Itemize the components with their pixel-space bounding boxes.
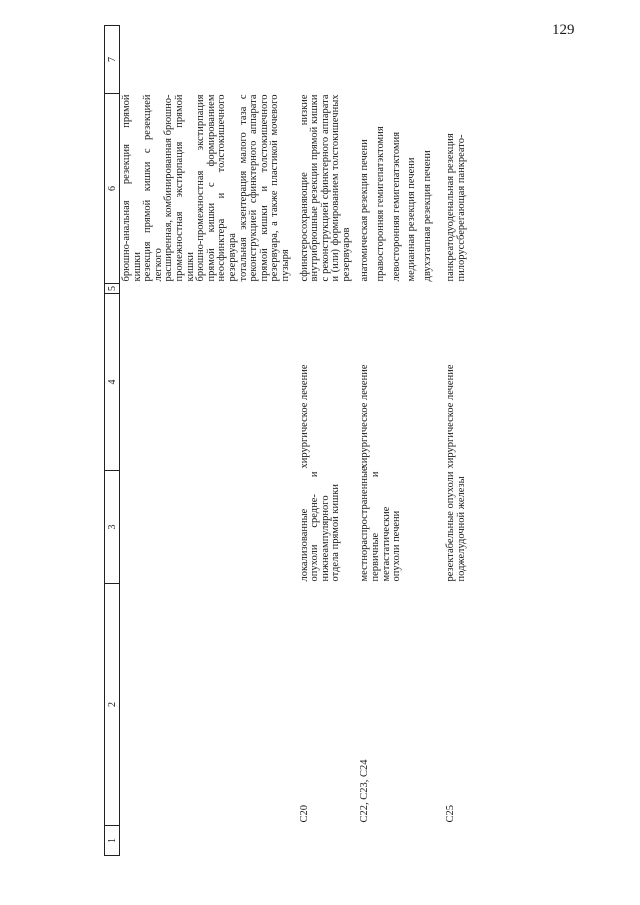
column-header-3: 3	[105, 471, 120, 584]
column-header-5: 5	[105, 284, 120, 294]
operation-item: сфинктеросохраняющие низкие внутрибрюшные резекции прямой кишки с реконструкцией сфинктерного аппарата и (или) формированием толстокишечных резервуаров	[298, 94, 352, 282]
operation-item: двухэтапная резекция печени	[421, 150, 433, 282]
medical-procedures-table	[104, 25, 474, 856]
operations-cell	[444, 94, 473, 284]
operation-item: тотальная экзентерация малого таза с реконструкцией сфинктерного аппарата прямой кишки и толстокишечного резервуара, а также пластикой мочевого пузыря	[237, 94, 291, 282]
condition-description-cell: местнораспространенные первичные и метастатические опухоли печени	[359, 466, 403, 582]
table-row	[120, 26, 298, 856]
operation-item: анатомическая резекция печени	[359, 139, 371, 282]
page-number: 129	[552, 22, 575, 38]
column-header-6: 6	[105, 94, 120, 284]
column-header-7: 7	[105, 26, 120, 94]
operations-cell	[120, 94, 298, 284]
operation-item: медианная резекция печени	[406, 157, 418, 282]
diagnosis-code-cell: C25	[445, 804, 457, 823]
operation-item: резекция прямой кишки с резекцией легкого	[142, 94, 164, 282]
treatment-cell: хирургическое лечение	[359, 364, 371, 469]
table-row	[444, 26, 473, 856]
column-number-header-row	[105, 26, 120, 856]
column-header-4: 4	[105, 294, 120, 471]
operation-item: брюшно-промежностная экстирпация прямой кишки с формированием неосфинктера и толстокишечного резервуара	[195, 94, 238, 282]
operation-item: правосторонняя гемигепатэктомия	[375, 126, 387, 282]
operation-item: расширенная, комбинированная брюшно-промежностная экстирпация прямой кишки	[163, 94, 196, 282]
operation-item: левосторонняя гемигепатэктомия	[390, 131, 402, 282]
diagnosis-code-cell: C20	[298, 804, 310, 823]
operation-item: панкреатодуоденальная резекция	[445, 133, 457, 282]
operation-item: брюшно-анальная резекция прямой кишки	[121, 94, 143, 282]
condition-description-cell: локализованные опухоли средне- и нижнеампулярного отдела прямой кишки	[298, 471, 342, 582]
diagnosis-code-cell: C22, C23, C24	[359, 759, 371, 823]
operations-cell	[298, 94, 359, 284]
treatment-cell: хирургическое лечение	[298, 364, 310, 469]
operations-cell	[358, 94, 444, 284]
table-row	[298, 26, 359, 856]
table-row	[358, 26, 444, 856]
column-header-2: 2	[105, 584, 120, 826]
treatment-cell: хирургическое лечение	[445, 364, 457, 469]
condition-description-cell: резектабельные опухоли поджелудочной железы	[445, 471, 468, 582]
rotated-table-container	[104, 26, 588, 856]
operation-item: пилоруссберегающая панкреато-	[456, 134, 468, 282]
column-header-1: 1	[105, 826, 120, 856]
